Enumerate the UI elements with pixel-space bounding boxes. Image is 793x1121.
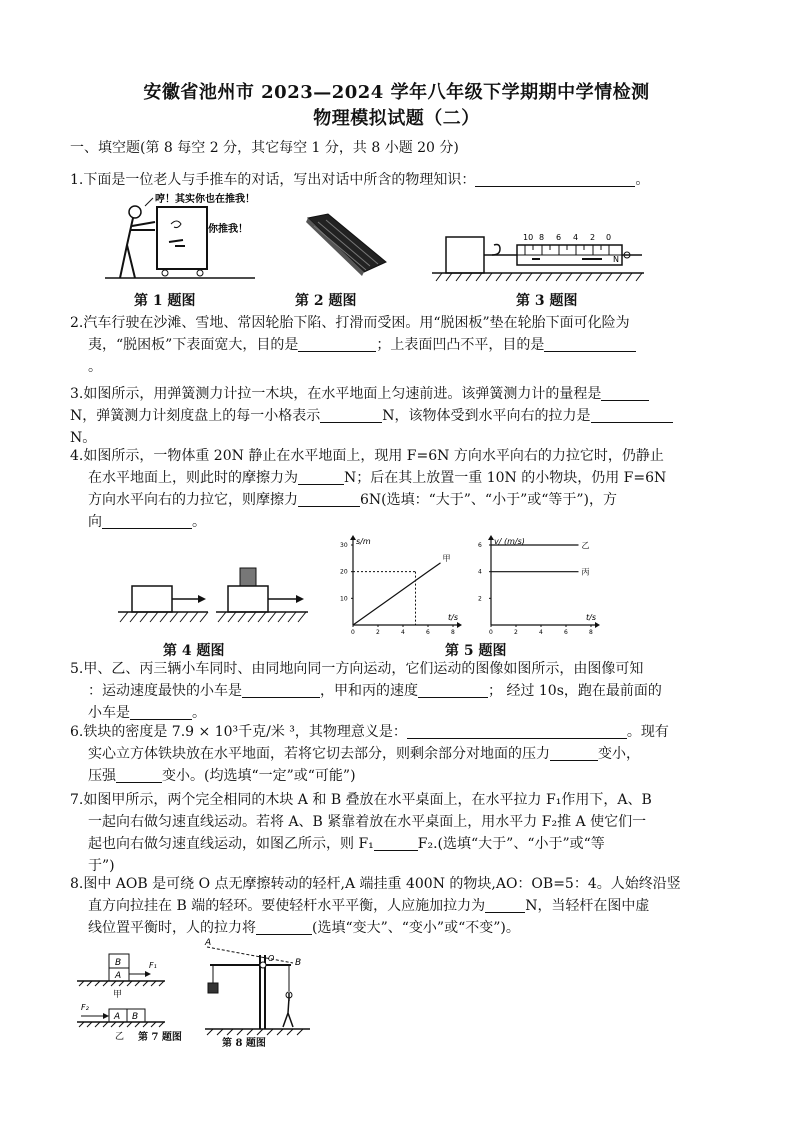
question-4 [70,445,730,533]
q5-line3b: 。 [192,705,206,721]
caption-fig2: 第 2 题图 [295,293,357,309]
q1-text: 1.下面是一位老人与手推车的对话，写出对话中所含的物理知识： [70,172,476,188]
left-x-tick-label: 8 [451,629,455,636]
y-axis-label: v/ (m/s) [494,537,525,546]
left-y-tick-label: 10 [340,595,348,603]
scale-tick-10: 10 [523,233,534,242]
q4-line3b: 6N(选填：“大于”、“小于”或“等于”)，方 [360,492,618,508]
answer-blank[interactable] [418,682,488,698]
label-B2: B [132,1012,139,1022]
right-x-tick-label: 0 [489,629,493,636]
page-title: 安徽省池州市 2023—2024 学年八年级下学期期中学情检测 [143,82,650,103]
label-F2: F₂ [81,1003,89,1012]
label-A: A [115,971,122,981]
figure-5-velocity-time-chart [478,535,608,635]
label-yi: 乙 [115,1032,125,1042]
label-B: B [115,958,122,968]
q5-line3a: 小车是 [88,705,130,721]
scale-tick-0: 0 [606,233,612,242]
q7-line3b: F₂.(选填“大于”、“小于”或“等 [417,836,605,852]
figure-5-distance-time-chart [340,535,470,635]
q6-line3a: 压强 [88,768,116,784]
caption-fig5: 第 5 题图 [445,643,507,659]
scale-unit: N [613,255,619,264]
page-subtitle: 物理模拟试题（二） [313,108,480,129]
q6-line1b: 。现有 [626,724,669,740]
answer-blank[interactable] [485,897,525,913]
answer-blank[interactable] [256,919,312,935]
left-x-tick-label: 0 [351,629,355,636]
q8-line3a: 线位置平衡时，人的拉力将 [88,920,256,936]
question-3 [70,383,730,449]
left-y-tick-label: 20 [340,568,348,576]
answer-blank[interactable] [242,682,320,698]
q7-line4: 于”) [88,858,115,874]
q8-line1: 8.图中 AOB 是可绕 O 点无摩擦转动的轻杆,A 端挂重 400N 的物块,AO：OB=5：4。人始终沿竖 [70,876,681,892]
question-5 [70,658,730,724]
speech-old-man: 哼！其实你也在推我！ [155,194,255,205]
q8-line3b: (选填“变大”、“变小”或“不变”)。 [312,920,520,936]
question-6 [70,721,730,787]
scale-tick-4: 4 [573,233,579,242]
scale-tick-8: 8 [539,233,545,242]
q7-line3a: 起也向右做匀速直线运动，如图乙所示，则 F₁ [88,836,374,852]
question-2 [70,312,730,378]
q4-line4a: 向 [88,514,102,530]
answer-blank[interactable] [475,171,635,187]
answer-blank[interactable] [130,704,192,720]
figure-1-old-man-cart [105,190,265,285]
series-jia-line [353,563,441,625]
q4-line2b: N；后在其上放置一重 10N 的小物块，仍用 F=6N [344,470,667,486]
q8-line2b: N，当轻杆在图中虚 [525,898,650,914]
q2-line2b: ；上表面凹凸不平，目的是 [376,337,545,353]
q4-line1: 4.如图所示，一物体重 20N 静止在水平地面上，现用 F=6N 方向水平向右的力拉它时，仍静止 [70,448,664,464]
right-x-tick-label: 2 [514,629,518,636]
label-jia: 甲 [113,990,123,1000]
label-B: B [295,958,302,968]
answer-blank[interactable] [407,723,627,739]
label-O: O [268,954,275,963]
x-axis-label: t/s [586,613,596,622]
right-y-tick-label: 4 [478,568,482,576]
q6-line3b: 变小。(均选填“一定”或“可能”) [162,768,356,784]
q2-line3: 。 [88,359,102,375]
answer-blank[interactable] [320,407,382,423]
q2-line1: 2.汽车行驶在沙滩、雪地、常因轮胎下陷、打滑而受困。用“脱困板”垫在轮胎下面可化险为 [70,315,630,331]
right-x-tick-label: 4 [539,629,543,636]
q8-line2a: 直方向拉挂在 B 端的轻环。要使轻杆水平平衡，人应施加拉力为 [88,898,486,914]
answer-blank[interactable] [601,385,649,401]
section-heading: 一、填空题(第 8 每空 2 分，其它每空 1 分，共 8 小题 20 分) [70,140,459,156]
answer-blank[interactable] [544,336,636,352]
q1-end: 。 [635,172,650,188]
q7-line2: 一起向右做匀速直线运动。若将 A、B 紧靠着放在水平桌面上，用水平力 F₂推 A 使它们一 [88,814,647,830]
scale-tick-6: 6 [556,233,562,242]
q2-line2a: 夷，“脱困板”下表面宽大，目的是 [88,337,299,353]
left-y-tick-label: 30 [340,542,348,549]
caption-fig7: 第 7 题图 [138,1032,182,1043]
right-x-tick-label: 6 [564,629,568,636]
series-jia-label: 甲 [442,553,451,563]
caption-fig1: 第 1 题图 [134,293,196,309]
q5-line2c: ； 经过 10s，跑在最前面的 [488,683,662,699]
q3-line2a: N，弹簧测力计刻度盘上的每一小格表示 [70,408,321,424]
q7-line1: 7.如图甲所示，两个完全相同的木块 A 和 B 叠放在水平桌面上，在水平拉力 F₁作用下，A、B [70,792,652,808]
q3-line2b: N，该物体受到水平向右的拉力是 [382,408,591,424]
left-x-tick-label: 4 [401,629,405,636]
answer-blank[interactable] [116,767,162,783]
left-x-tick-label: 6 [426,629,430,636]
q4-line4b: 。 [192,514,206,530]
q6-line2b: 变小， [598,746,640,762]
label-A2: A [114,1012,121,1022]
answer-blank[interactable] [102,513,192,529]
q6-line1a: 6.铁块的密度是 7.9 × 10³千克/米 ³，其物理意义是： [70,724,407,740]
answer-blank[interactable] [298,491,360,507]
series-bing-label: 丙 [581,567,590,577]
q3-line1: 3.如图所示，用弹簧测力计拉一木块，在水平地面上匀速前进。该弹簧测力计的量程是 [70,386,602,402]
x-axis-label: t/s [448,613,458,622]
left-x-tick-label: 2 [376,629,380,636]
q5-line1: 5.甲、乙、丙三辆小车同时、由同地向同一方向运动，它们运动的图像如图所示，由图像可知 [70,661,644,677]
q4-line3a: 方向水平向右的力拉它，则摩擦力 [88,492,298,508]
answer-blank[interactable] [298,469,344,485]
q3-line3: N。 [70,430,97,446]
speech-cart: 你推我！ [208,224,248,235]
q4-line2a: 在水平地面上，则此时的摩擦力为 [88,470,298,486]
caption-fig3: 第 3 题图 [516,293,578,309]
figure-4-blocks [118,560,338,632]
question-1 [70,169,730,191]
question-7 [70,789,730,877]
label-A: A [205,938,212,948]
series-yi-label: 乙 [581,541,590,550]
answer-blank[interactable] [374,835,418,851]
q5-line2b: ，甲和丙的速度 [320,683,418,699]
right-y-tick-label: 6 [478,542,482,549]
caption-fig4: 第 4 题图 [163,643,225,659]
answer-blank[interactable] [298,336,376,352]
q5-line2a: ：运动速度最快的小车是 [88,683,242,699]
caption-fig8: 第 8 题图 [222,1038,266,1049]
answer-blank[interactable] [591,407,673,423]
figure-3-spring-scale [432,225,647,285]
scale-tick-2: 2 [590,233,596,242]
label-F1: F₁ [149,961,157,970]
answer-blank[interactable] [550,745,598,761]
figure-8-lever [205,938,315,1035]
right-x-tick-label: 8 [589,629,593,636]
y-axis-label: s/m [356,537,371,546]
q6-line2a: 实心立方体铁块放在水平地面，若将它切去部分，则剩余部分对地面的压力 [88,746,550,762]
figure-2-recovery-board [300,210,390,280]
right-y-tick-label: 2 [478,595,482,603]
question-8 [70,873,730,939]
